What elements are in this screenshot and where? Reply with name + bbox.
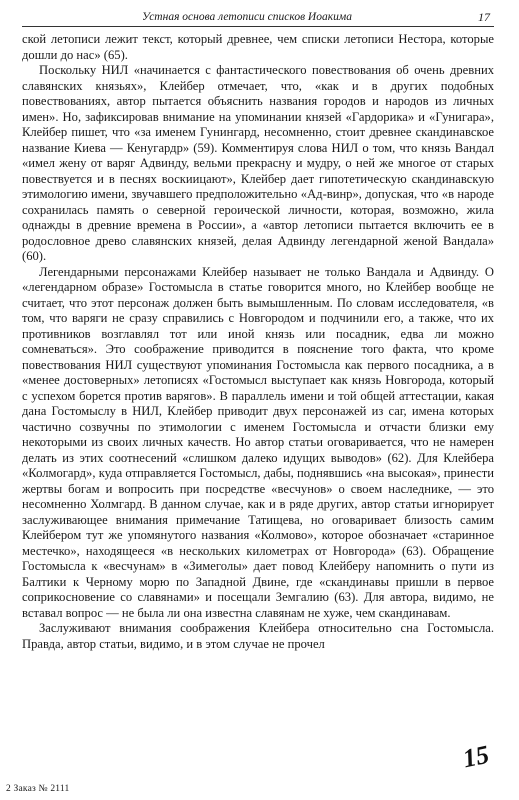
page-number: 17	[478, 10, 490, 24]
print-signature: 2 Заказ № 2111	[6, 784, 70, 794]
page-body	[22, 32, 494, 652]
paragraph-4: Заслуживают внимания соображения Клейбера относительно сна Гостомысла. Правда, автор статьи, видимо, и в этом случае не прочел	[22, 621, 494, 651]
paragraph-2: Поскольку НИЛ «начинается с фантастического повествования об очень древних славянских князьях», Клейбер отмечает, что, «как и в других подобных повествованиях, автор пытается объяснить названия городов и народов из личных имен». Но, зафиксировав внимание на упоминании князей «Гардорика» и «Гунигара», Клейбер пишет, что «за именем Гунингард, несомненно, стоит древнее скандинавское название Киева — Кенугардр» (59). Комментируя слова НИЛ о том, что князь Вандал «имел жену от варяг Адвинду, вельми прекрасну и мудру, о ней же многое от старых повествуется и в песнях воскиицают», Клейбер дает гипотетическую скандинавскую этимологию имени, звучавшего предположительно «Ад-винр», допуская, что «в народе сохранилась память о северной героической личности, которая, возможно, жила однажды в древние времена в России», а «автор летописи пытается включить ее в родословное древо славянских князей, делая Адвинду легендарной женой Вандала» (60).	[22, 63, 494, 263]
paragraph-1: ской летописи лежит текст, который древнее, чем списки летописи Нестора, которые дошли до нас» (65).	[22, 32, 494, 62]
handwritten-page-mark: 15	[460, 739, 492, 774]
paragraph-3: Легендарными персонажами Клейбер называет не только Вандала и Адвинду. О «легендарном образе» Гостомысла в статье говорится много, но Клейбер вообще не считает, что этот персонаж должен быть вымышленным. По словам исследователя, «в том, что варяги не сразу справились с Новгородом и подчинили его, а также, что их противников возглавлял тот или иной князь или посадник, едва ли можно сомневаться». Это соображение приводится в пояснение того факта, что кроме повествования НИЛ существуют упоминания Гостомысла как первого посадника, а в «менее достоверных» летописях «Гостомысл выступает как князь Новгорода, который с успехом борется против варягов». В параллель имени и той общей аттестации, какая дана Гостомыслу в НИЛ, Клейбер приводит двух персонажей из саг, имена которых частично созвучны по этимологии с именем Гостомысла и отчасти близки ему некоторыми из своих личных качеств. Но автор статьи оговаривается, что не намерен делать из этих соотнесений «слишком далеко идущих выводов» (62). Для Клейбера «Колмогард», куда отправляется Гостомысл, дабы, поднявшись «на высокая», принести жертвы богам и вопросить при посредстве «весчунов» о своем наследнике, — это несомненно Холмгард. В данном случае, как и в ряде других, автор статьи игнорирует заслуживающее внимания примечание Татищева, но оговаривает близость самим Клейбером тут же упомянутого названия «Колмово», которое обозначает «старинное местечко», находящееся «в нескольких километрах от Новгорода» (63). Обращение Гостомысла к «весчунам» в «Зимеголы» дает повод Клейберу напомнить о пути из Балтики к Черному морю по Западной Двине, где «скандинавы пришли в первое соприкосновение со славянами» и посещали Земгалию (63). Для автора, видимо, не вставал вопрос — не была ли она известна славянам не хуже, чем скандинавам.	[22, 264, 494, 620]
book-page	[22, 10, 494, 652]
running-header	[22, 10, 494, 27]
running-title: Устная основа летописи списков Иоакима	[142, 11, 352, 23]
